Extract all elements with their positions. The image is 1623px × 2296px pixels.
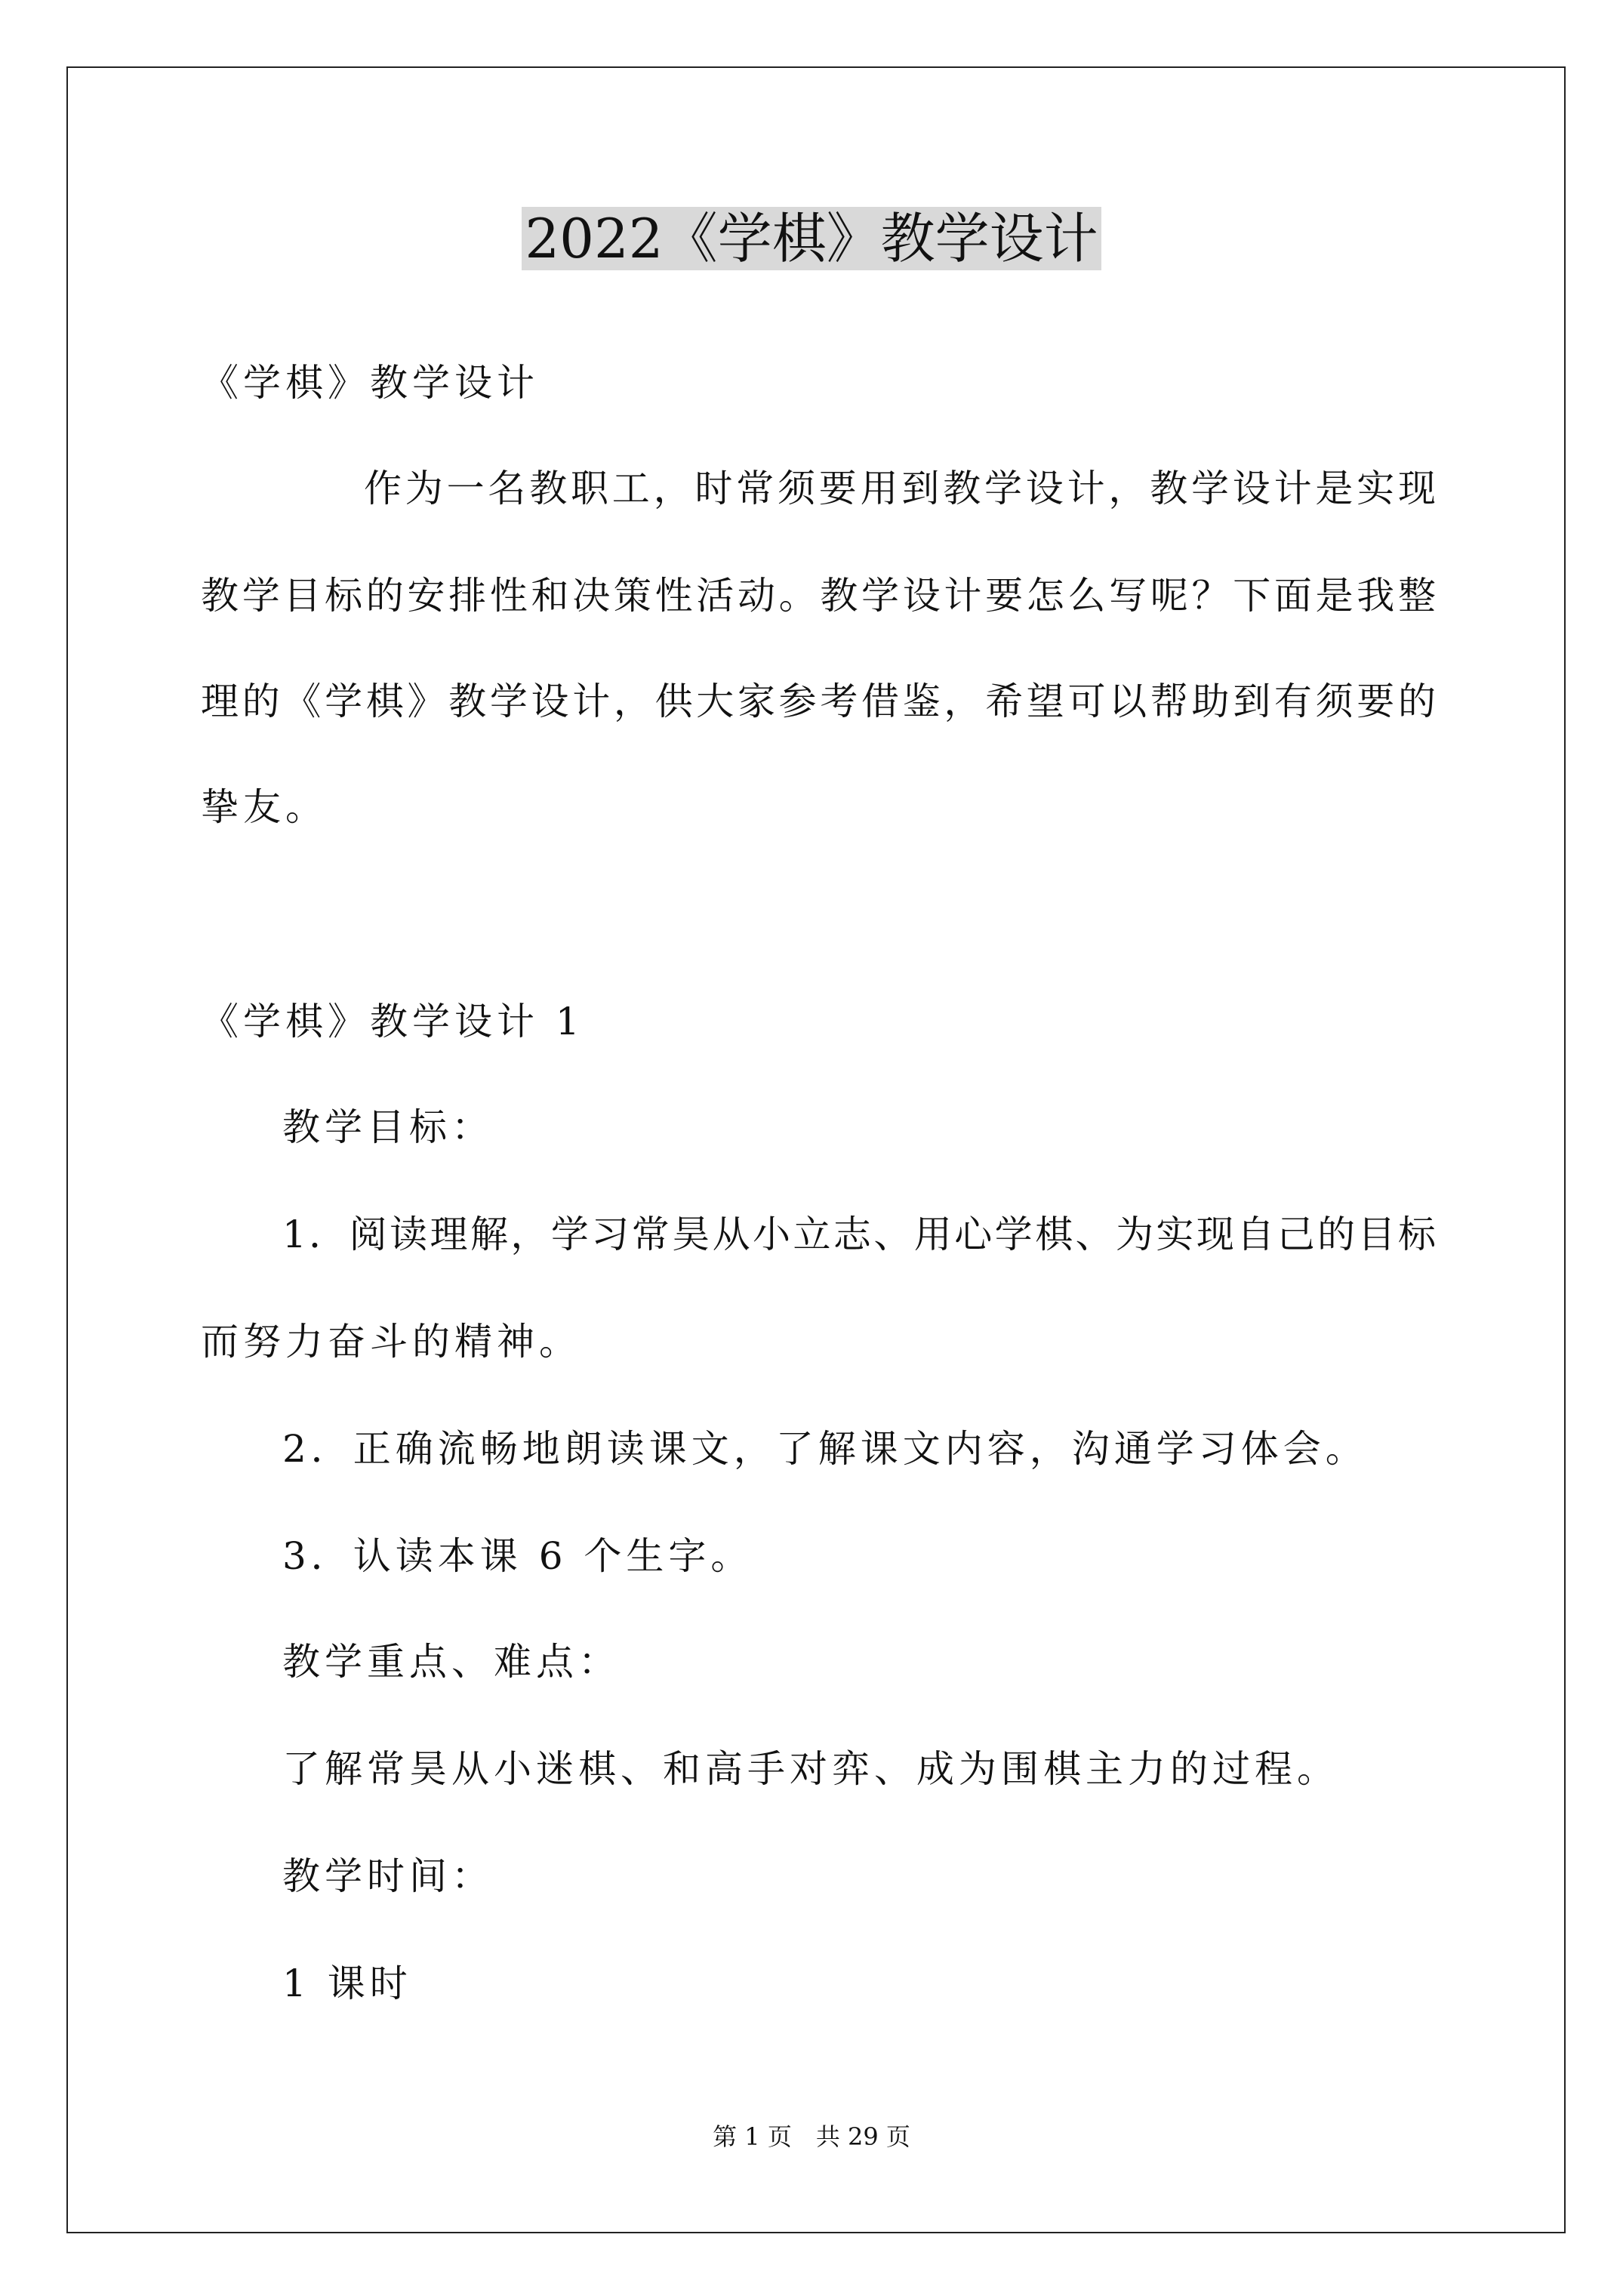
intro-line-3-text: 理的《学棋》教学设计，供大家参考借鉴，希望可以帮助到有须要的 (201, 680, 1436, 723)
goal-1-line-1 (201, 1211, 1436, 1258)
intro-paragraph-line-4: 挚友。 (201, 785, 328, 829)
intro-paragraph-line-1 (201, 465, 1436, 512)
page-footer: 第 1 页 共 29 页 (713, 2122, 910, 2151)
goal-3: 3．认读本课 6 个生字。 (282, 1534, 753, 1578)
teaching-time-text: 1 课时 (282, 1962, 412, 2005)
key-points-label: 教学重点、难点： (282, 1640, 621, 1684)
subtitle: 《学棋》教学设计 (201, 361, 539, 405)
goal-2: 2．正确流畅地朗读课文，了解课文内容，沟通学习体会。 (282, 1427, 1368, 1471)
teaching-time-label: 教学时间： (282, 1854, 494, 1898)
intro-line-2-text: 教学目标的安排性和决策性活动。教学设计要怎么写呢？下面是我整 (201, 574, 1436, 618)
section-heading: 《学棋》教学设计 1 (201, 1000, 584, 1043)
intro-line-1-text: 作为一名教职工，时常须要用到教学设计，教学设计是实现 (364, 467, 1436, 510)
key-points-text: 了解常昊从小迷棋、和高手对弈、成为围棋主力的过程。 (282, 1747, 1339, 1791)
intro-paragraph-line-2 (201, 572, 1436, 619)
goals-label: 教学目标： (282, 1105, 494, 1149)
intro-paragraph-line-3 (201, 678, 1436, 725)
goal-1-line-1-text: 1．阅读理解，学习常昊从小立志、用心学棋、为实现自己的目标 (282, 1213, 1436, 1256)
document-title-text: 2022《学棋》教学设计 (522, 207, 1101, 270)
document-title (0, 198, 1623, 279)
goal-1-line-2: 而努力奋斗的精神。 (201, 1320, 581, 1364)
